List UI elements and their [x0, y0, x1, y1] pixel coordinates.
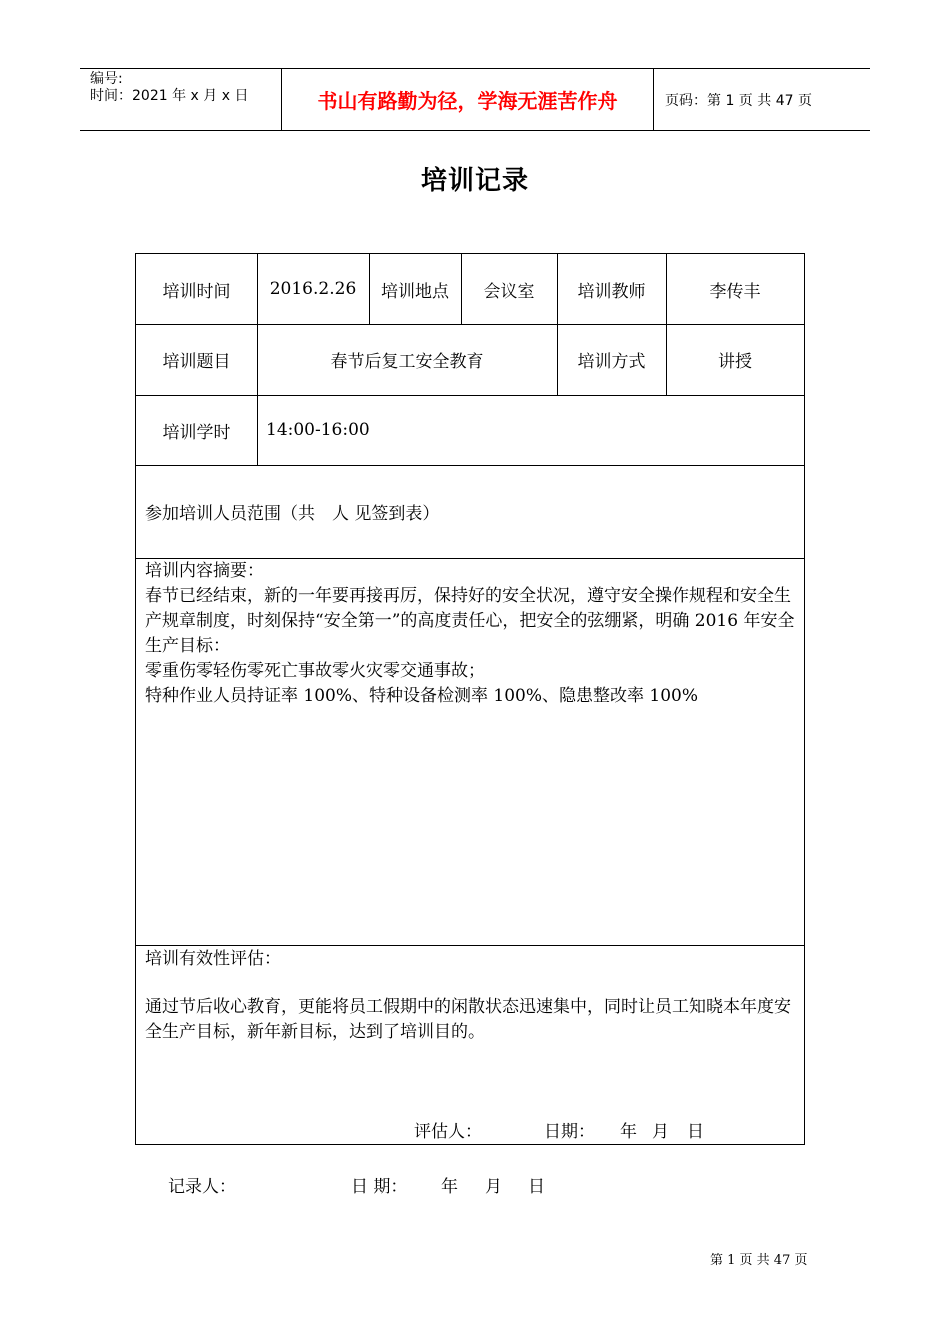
training-topic-label: 培训题目 [162, 352, 231, 372]
recorder-month: 月 [485, 1177, 502, 1197]
training-time-value: 2016.2.26 [269, 279, 357, 299]
training-method-value: 讲授 [718, 352, 752, 372]
content-summary-paragraph: 春节已经结束，新的一年要再接再厉，保持好的安全状况，遵守安全操作规程和安全生产规章制度，时刻保持“安全第一”的高度责任心，把安全的弦绷紧，明确 2016 年安全生产目标： [145, 586, 795, 656]
training-hours-label: 培训学时 [162, 422, 231, 443]
evaluation-date-label: 日期： [544, 1122, 595, 1142]
evaluator-label: 评估人： [414, 1122, 482, 1142]
training-hours-value: 14:00-16:00 [266, 420, 370, 440]
recorder-date-label: 日 期： [351, 1177, 408, 1197]
training-topic-value: 春节后复工安全教育 [330, 352, 484, 372]
effectiveness-evaluation [145, 947, 800, 1045]
content-summary [145, 559, 800, 709]
recorder-year: 年 [441, 1177, 458, 1197]
evaluation-year: 年 [620, 1122, 637, 1142]
training-record-form [135, 253, 805, 1145]
header-motto: 书山有路勤为径，学海无涯苦作舟 [281, 69, 654, 130]
page-title: 培训记录 [420, 166, 529, 196]
header-meta [80, 69, 281, 130]
training-teacher-label: 培训教师 [577, 281, 646, 302]
content-summary-goals: 零重伤零轻伤零死亡事故零火灾零交通事故； [145, 661, 485, 681]
evaluation-month: 月 [652, 1122, 669, 1142]
time-label: 时间：2021 年 x 月 x 日 [90, 88, 249, 104]
header-page-info: 页码：第 1 页 共 47 页 [665, 92, 812, 109]
content-summary-rates: 特种作业人员持证率 100%、特种设备检测率 100%、隐患整改率 100% [145, 686, 699, 706]
evaluation-heading: 培训有效性评估： [145, 949, 281, 969]
page-footer: 第 1 页 共 47 页 [710, 1253, 808, 1268]
recorder-label: 记录人： [168, 1177, 236, 1197]
evaluation-body: 通过节后收心教育，更能将员工假期中的闲散状态迅速集中，同时让员工知晓本年度安全生产目标，新年新目标，达到了培训目的。 [145, 997, 791, 1042]
recorder-day: 日 [528, 1177, 545, 1197]
participants-scope: 参加培训人员范围（共 人 见签到表） [145, 504, 440, 524]
evaluation-day: 日 [687, 1122, 704, 1142]
training-teacher-value: 李传丰 [709, 281, 761, 302]
content-summary-heading: 培训内容摘要： [145, 561, 264, 581]
training-place-label: 培训地点 [381, 281, 449, 302]
row-divider [136, 945, 804, 946]
document-header [80, 68, 870, 131]
training-method-label: 培训方式 [577, 352, 646, 372]
training-time-label: 培训时间 [162, 281, 231, 302]
training-place-value: 会议室 [483, 281, 535, 302]
number-label: 编号: [90, 71, 123, 87]
